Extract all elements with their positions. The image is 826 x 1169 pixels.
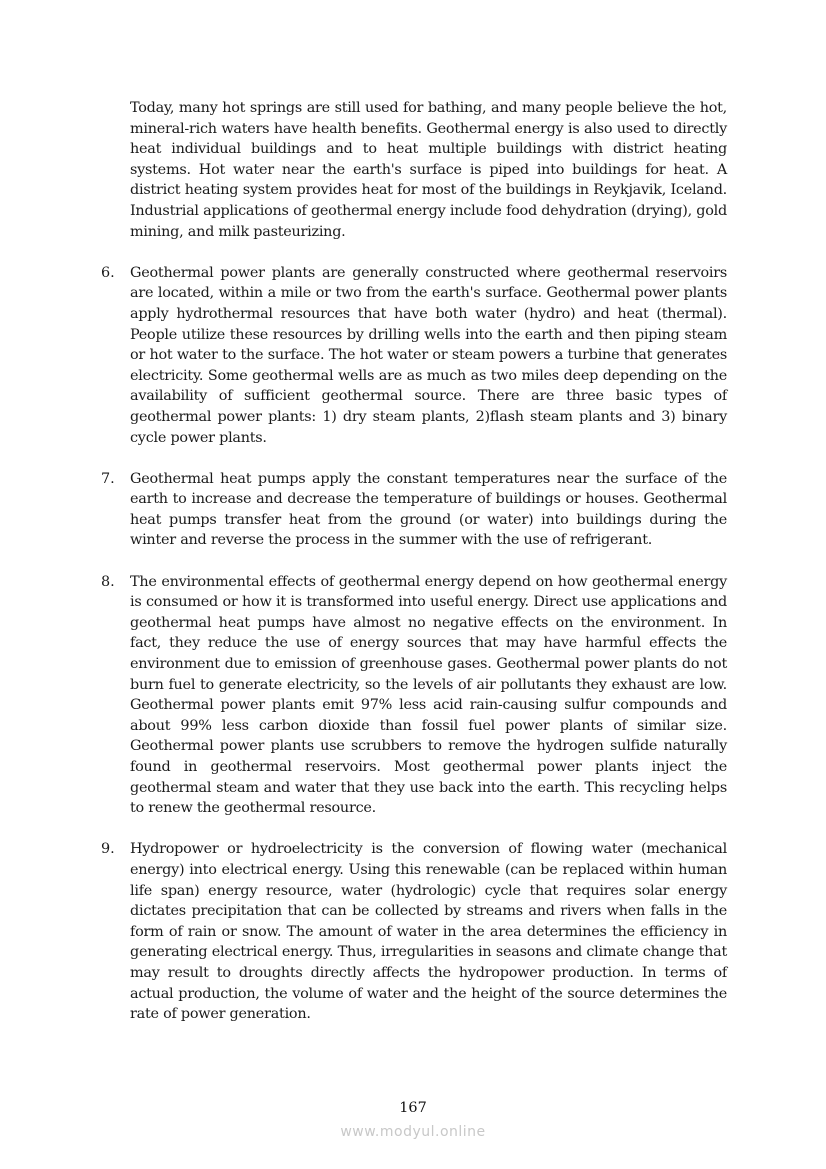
watermark: www.modyul.online xyxy=(340,1124,486,1140)
list-item-7 xyxy=(101,469,727,551)
list-item-text: Geothermal power plants are generally constructed where geothermal reservoirs are located, within a mile or two from the earth's surface. Geothermal power plants apply hydrothermal resources that have both water (hydro) and heat (thermal). People utilize these resources by drilling wells into the earth and then piping steam or hot water to the surface. The hot water or steam powers a turbine that generates electricity. Some geothermal wells are as much as two miles deep depending on the availability of sufficient geothermal source. There are three basic types of geothermal power plants: 1) dry steam plants, 2)flash steam plants and 3) binary cycle power plants. xyxy=(130,264,727,446)
list-item-number: 8. xyxy=(101,573,115,590)
list-item-number: 6. xyxy=(101,264,115,281)
list-item-9 xyxy=(101,839,727,1024)
list-item-8 xyxy=(101,572,727,819)
page-body xyxy=(101,98,727,1045)
list-item-text: The environmental effects of geothermal energy depend on how geothermal energy is consumed or how it is transformed into useful energy. Direct use applications and geothermal heat pumps have almost no negative effects on the environment. In fact, they reduce the use of energy sources that may have harmful effects the environment due to emission of greenhouse gases. Geothermal power plants do not burn fuel to generate electricity, so the levels of air pollutants they exhaust are low. Geothermal power plants emit 97% less acid rain-causing sulfur compounds and about 99% less carbon dioxide than fossil fuel power plants of similar size. Geothermal power plants use scrubbers to remove the hydrogen sulfide naturally found in geothermal reservoirs. Most geothermal power plants inject the geothermal steam and water that they use back into the earth. This recycling helps to renew the geothermal resource. xyxy=(130,573,727,817)
page-number: 167 xyxy=(399,1100,427,1116)
intro-paragraph: Today, many hot springs are still used for bathing, and many people believe the hot, mineral-rich waters have health benefits. Geothermal energy is also used to directly heat individual buildings and to heat multiple buildings with district heating systems. Hot water near the earth's surface is piped into buildings for heat. A district heating system provides heat for most of the buildings in Reykjavik, Iceland. Industrial applications of geothermal energy include food dehydration (drying), gold mining, and milk pasteurizing. xyxy=(130,100,727,240)
list-item-number: 7. xyxy=(101,470,115,487)
list-item-6 xyxy=(101,263,727,448)
list-item-number: 9. xyxy=(101,841,115,858)
list-item-text: Geothermal heat pumps apply the constant temperatures near the surface of the earth to increase and decrease the temperature of buildings or houses. Geothermal heat pumps transfer heat from the ground (or water) into buildings during the winter and reverse the process in the summer with the use of refrigerant. xyxy=(130,470,727,549)
list-item-text: Hydropower or hydroelectricity is the conversion of flowing water (mechanical energy) into electrical energy. Using this renewable (can be replaced within human life span) energy resource, water (hydrologic) cycle that requires solar energy dictates precipitation that can be collected by streams and rivers when falls in the form of rain or snow. The amount of water in the area determines the efficiency in generating electrical energy. Thus, irregularities in seasons and climate change that may result to droughts directly affects the hydropower production. In terms of actual production, the volume of water and the height of the source determines the rate of power generation. xyxy=(130,841,727,1023)
